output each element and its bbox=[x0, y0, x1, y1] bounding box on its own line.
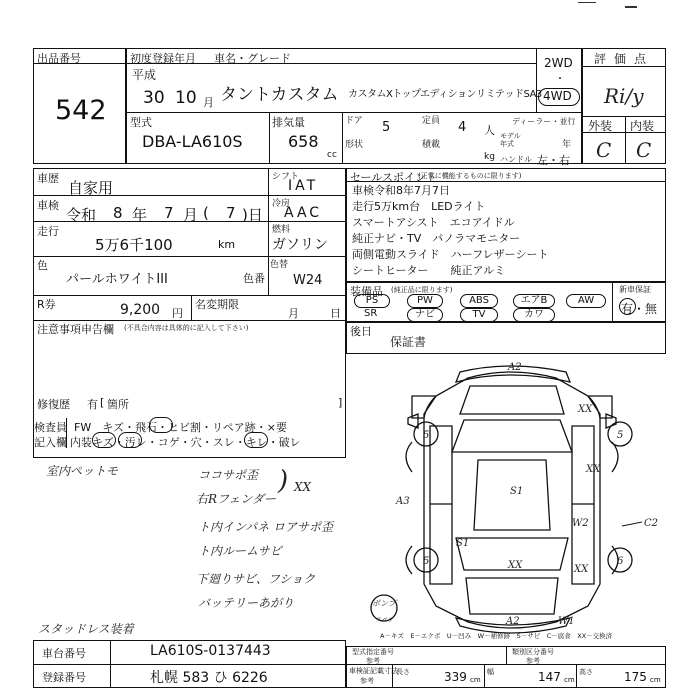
name-change-label: 名変期限 bbox=[195, 298, 239, 311]
mileage-label: 走行 bbox=[37, 225, 59, 238]
mark-circle bbox=[244, 432, 268, 448]
diagram-mark: XX bbox=[578, 404, 593, 415]
lot-number-label: 出品番号 bbox=[37, 52, 81, 65]
divider bbox=[506, 646, 507, 664]
usage-label: 車歴 bbox=[37, 172, 59, 185]
repair-label: 修復歴 bbox=[37, 398, 70, 411]
ac: AAC bbox=[284, 205, 323, 221]
chassis: LA610S-0137443 bbox=[150, 643, 271, 659]
mark-circle bbox=[92, 432, 116, 448]
note-line: バッテリーあがり bbox=[198, 596, 295, 610]
divider bbox=[582, 132, 666, 133]
month-unit: 月 bbox=[183, 206, 199, 224]
diagram-mark: W2 bbox=[572, 518, 589, 529]
note-line: 右Rフェンダー bbox=[196, 492, 276, 506]
interior-label: 内装 bbox=[630, 119, 655, 133]
diagram-mark: 6 bbox=[617, 556, 624, 567]
caution-note: (不具合内容は具体的に記入して下さい) bbox=[124, 324, 249, 332]
diagram-mark: S1 bbox=[510, 486, 524, 497]
handle-label: ハンドル bbox=[500, 155, 532, 164]
divider bbox=[33, 63, 126, 64]
diagram-mark: A3 bbox=[396, 496, 410, 507]
divider bbox=[33, 664, 346, 665]
width: 147 bbox=[538, 670, 561, 684]
insp-month: 7 bbox=[164, 204, 174, 222]
length: 339 bbox=[444, 670, 467, 684]
width-label: 幅 bbox=[487, 668, 494, 676]
bottom-note: スタッドレス装着 bbox=[38, 622, 134, 636]
divider bbox=[191, 295, 192, 321]
recycle-fee: 9,200 bbox=[120, 302, 161, 318]
insp-year: 8 bbox=[113, 204, 123, 222]
divider bbox=[110, 640, 111, 688]
ac-label: 冷房 bbox=[272, 199, 291, 209]
warranty-value: 有・無 bbox=[621, 302, 658, 316]
equipment-label: 装備品 bbox=[350, 285, 383, 298]
score-label: 評価点 bbox=[594, 52, 655, 66]
sales-point-line: 車検令和8年7月7日 bbox=[352, 184, 450, 197]
divider bbox=[33, 221, 268, 222]
type-designation-sub: 参考 bbox=[366, 657, 380, 665]
insp-day-close: )日 bbox=[242, 206, 263, 224]
diagram-mark: 5 bbox=[423, 430, 430, 441]
name-change-month: 月 bbox=[288, 307, 299, 320]
doors-label: ドア bbox=[345, 116, 363, 126]
divider bbox=[66, 418, 67, 448]
int-items: キズ・汚レ・コゲ・穴・スレ・キレ・破レ bbox=[92, 436, 301, 449]
cm-unit: cm bbox=[564, 676, 575, 684]
equipment-airbag: エアB bbox=[513, 294, 555, 308]
caution-label: 注意事項申告欄 bbox=[37, 323, 114, 336]
divider bbox=[346, 181, 666, 182]
divider bbox=[612, 282, 613, 322]
spare-sub: スペア bbox=[376, 617, 395, 624]
note-line: ト内ルームサビ bbox=[198, 544, 282, 558]
color-no: W24 bbox=[293, 273, 323, 288]
top-mark bbox=[578, 2, 596, 7]
car-name-label: 車名・グレード bbox=[214, 52, 291, 65]
era: 平成 bbox=[132, 68, 157, 82]
lot-number: 542 bbox=[55, 95, 107, 126]
divider bbox=[536, 48, 537, 112]
sales-point-line: スマートアシスト エコアイドル bbox=[352, 216, 515, 229]
handle-value: 左・右 bbox=[537, 154, 570, 167]
equipment-pw: PW bbox=[407, 294, 443, 308]
inspector-label-2: 記入欄 bbox=[34, 436, 67, 449]
reg-month: 10 bbox=[175, 88, 197, 108]
load-label: 積載 bbox=[422, 140, 441, 150]
exterior-label: 外装 bbox=[588, 119, 613, 133]
height: 175 bbox=[624, 670, 647, 684]
divider bbox=[625, 116, 626, 164]
diagram-mark: 5 bbox=[617, 430, 624, 441]
divider bbox=[582, 66, 666, 67]
note-line: ト内インパネ ロアサポ歪 bbox=[198, 520, 333, 534]
cm-unit: cm bbox=[470, 676, 481, 684]
drive-dot: ・ bbox=[555, 74, 565, 85]
notes-heading: 室内ペットモ bbox=[46, 464, 119, 478]
int-label: 内装 bbox=[70, 436, 92, 449]
note-bracket: ) bbox=[278, 466, 289, 496]
top-mark bbox=[625, 6, 637, 8]
color: パールホワイトIII bbox=[66, 272, 168, 287]
later-value: 保証書 bbox=[390, 335, 427, 349]
reg-year: 30 bbox=[143, 88, 165, 108]
interior-grade: C bbox=[636, 138, 652, 162]
equipment-note: (純正品に限ります) bbox=[391, 286, 453, 294]
equipment-abs: ABS bbox=[460, 294, 498, 308]
capacity: 4 bbox=[458, 120, 467, 135]
color-no-label: 色番 bbox=[243, 272, 265, 285]
grade: カスタムXトップエディションリミテッドSA3 bbox=[348, 89, 542, 100]
repair-value: 有 bbox=[87, 398, 98, 411]
equipment-sr: SR bbox=[364, 308, 378, 319]
length-label: 長さ bbox=[396, 668, 410, 676]
usage: 自家用 bbox=[68, 179, 114, 197]
diagram-legend: A－キズ E－エクボ U－凹み W－補修跡 S－サビ C－腐食 XX－交換済 bbox=[380, 632, 613, 640]
equipment-tv: TV bbox=[460, 308, 498, 322]
sales-points-label: セールスポイント bbox=[350, 171, 438, 184]
doors: 5 bbox=[382, 120, 391, 135]
note-line: 下廻りサビ、フショク bbox=[196, 572, 316, 586]
load-unit: kg bbox=[484, 152, 495, 162]
car-diagram bbox=[360, 356, 666, 642]
drive-4wd: 4WD bbox=[543, 89, 572, 103]
equipment-navi: ナビ bbox=[407, 308, 443, 322]
first-reg-label: 初度登録年月 bbox=[130, 52, 196, 65]
cm-unit: cm bbox=[650, 676, 661, 684]
ext-items: FW キズ・飛石・ヒビ割・リペア跡・×要 bbox=[74, 421, 287, 434]
mark-circle bbox=[118, 432, 142, 448]
sales-point-line: 走行5万km台 LEDライト bbox=[352, 200, 486, 213]
insp-era: 令和 bbox=[66, 206, 97, 224]
model-year-label: モデル年式 bbox=[500, 132, 521, 148]
divider bbox=[269, 112, 270, 164]
dealer-label: ディーラー・並行 bbox=[512, 117, 576, 126]
note-marks: XX bbox=[294, 480, 312, 494]
mark-circle bbox=[149, 417, 173, 433]
fuel: ガソリン bbox=[272, 237, 328, 253]
warranty-yes-circle bbox=[619, 298, 636, 315]
equipment-leather: カワ bbox=[513, 308, 555, 322]
plate-label: 登録番号 bbox=[42, 671, 86, 684]
capacity-label: 定員 bbox=[422, 116, 441, 126]
capacity-unit: 人 bbox=[484, 124, 495, 137]
sales-point-line: 両側電動スライド ハーフレザーシート bbox=[352, 248, 549, 261]
km-unit: km bbox=[218, 238, 236, 251]
equipment-aw: AW bbox=[566, 294, 606, 308]
note-line: ココサポ歪 bbox=[198, 468, 259, 482]
size-label: 車検証記載寸法 bbox=[349, 667, 398, 675]
repair-bracket: ] bbox=[338, 396, 343, 409]
chassis-label: 車台番号 bbox=[42, 647, 86, 660]
color-label: 色 bbox=[37, 259, 48, 272]
diagram-mark: C2 bbox=[644, 518, 659, 529]
name-change-day: 日 bbox=[330, 307, 341, 320]
category-label: 類別区分番号 bbox=[512, 648, 554, 656]
yen-unit: 円 bbox=[172, 307, 183, 320]
mileage: 5万6千100 bbox=[95, 236, 173, 254]
model-label: 型式 bbox=[130, 116, 152, 129]
height-label: 高さ bbox=[579, 668, 593, 676]
diagram-mark: W1 bbox=[558, 616, 575, 627]
month-unit: 月 bbox=[203, 96, 214, 109]
plate: 札幌 583 ひ 6226 bbox=[150, 670, 268, 686]
drive-2wd: 2WD bbox=[544, 56, 573, 70]
divider bbox=[576, 664, 577, 688]
divider bbox=[33, 256, 346, 257]
color-change-label: 色替 bbox=[270, 260, 289, 270]
divider bbox=[33, 195, 268, 196]
equipment-ps: PS bbox=[354, 294, 390, 308]
score-note: Ri/y bbox=[604, 84, 644, 108]
model-year-unit: 年 bbox=[562, 140, 572, 150]
later-label: 後日 bbox=[350, 325, 372, 338]
cc-unit: cc bbox=[327, 150, 337, 160]
diagram-mark: XX bbox=[574, 564, 589, 575]
shift-label: シフト bbox=[272, 172, 300, 182]
diagram-mark: XX bbox=[586, 464, 601, 475]
sales-points-note: (正常に機能するものに限ります) bbox=[418, 172, 522, 180]
diagram-mark: A2 bbox=[506, 616, 520, 627]
insp-day-open: ( bbox=[203, 204, 209, 222]
displacement-label: 排気量 bbox=[272, 116, 305, 129]
diagram-mark: S1 bbox=[456, 538, 470, 549]
divider bbox=[342, 112, 343, 164]
diagram-mark: 5 bbox=[423, 556, 430, 567]
sales-point-line: シートヒーター 純正アルミ bbox=[352, 264, 506, 277]
sales-point-line: 純正ナビ・TV パノラマモニター bbox=[352, 232, 521, 245]
divider bbox=[346, 664, 666, 665]
exterior-grade: C bbox=[596, 138, 612, 162]
repair-bracket: [ bbox=[100, 396, 105, 409]
insp-day: 7 bbox=[226, 204, 236, 222]
divider bbox=[33, 295, 346, 296]
displacement: 658 bbox=[288, 132, 319, 151]
repair-part: 箇所 bbox=[107, 398, 129, 411]
sales-points-list bbox=[352, 183, 662, 279]
car-name: タントカスタム bbox=[220, 85, 339, 105]
model: DBA-LA610S bbox=[142, 132, 243, 151]
size-sub: 参考 bbox=[360, 677, 374, 685]
inspector-label: 検査員 bbox=[34, 421, 67, 434]
divider bbox=[484, 664, 485, 688]
year-unit: 年 bbox=[132, 206, 148, 224]
divider bbox=[268, 168, 269, 296]
divider bbox=[126, 63, 536, 64]
fuel-label: 燃料 bbox=[272, 225, 291, 235]
recycle-label: R券 bbox=[37, 298, 56, 311]
inspection-label: 車検 bbox=[37, 199, 59, 212]
shape-label: 形状 bbox=[345, 140, 364, 150]
diagram-mark: XX bbox=[508, 560, 523, 571]
spare-label: ポンプ bbox=[372, 599, 396, 608]
diagram-mark: A2 bbox=[508, 362, 522, 373]
category-sub: 参考 bbox=[526, 657, 540, 665]
type-designation-label: 型式指定番号 bbox=[352, 648, 394, 656]
warranty-label: 新車保証 bbox=[619, 285, 651, 294]
shift: IAT bbox=[288, 178, 319, 194]
